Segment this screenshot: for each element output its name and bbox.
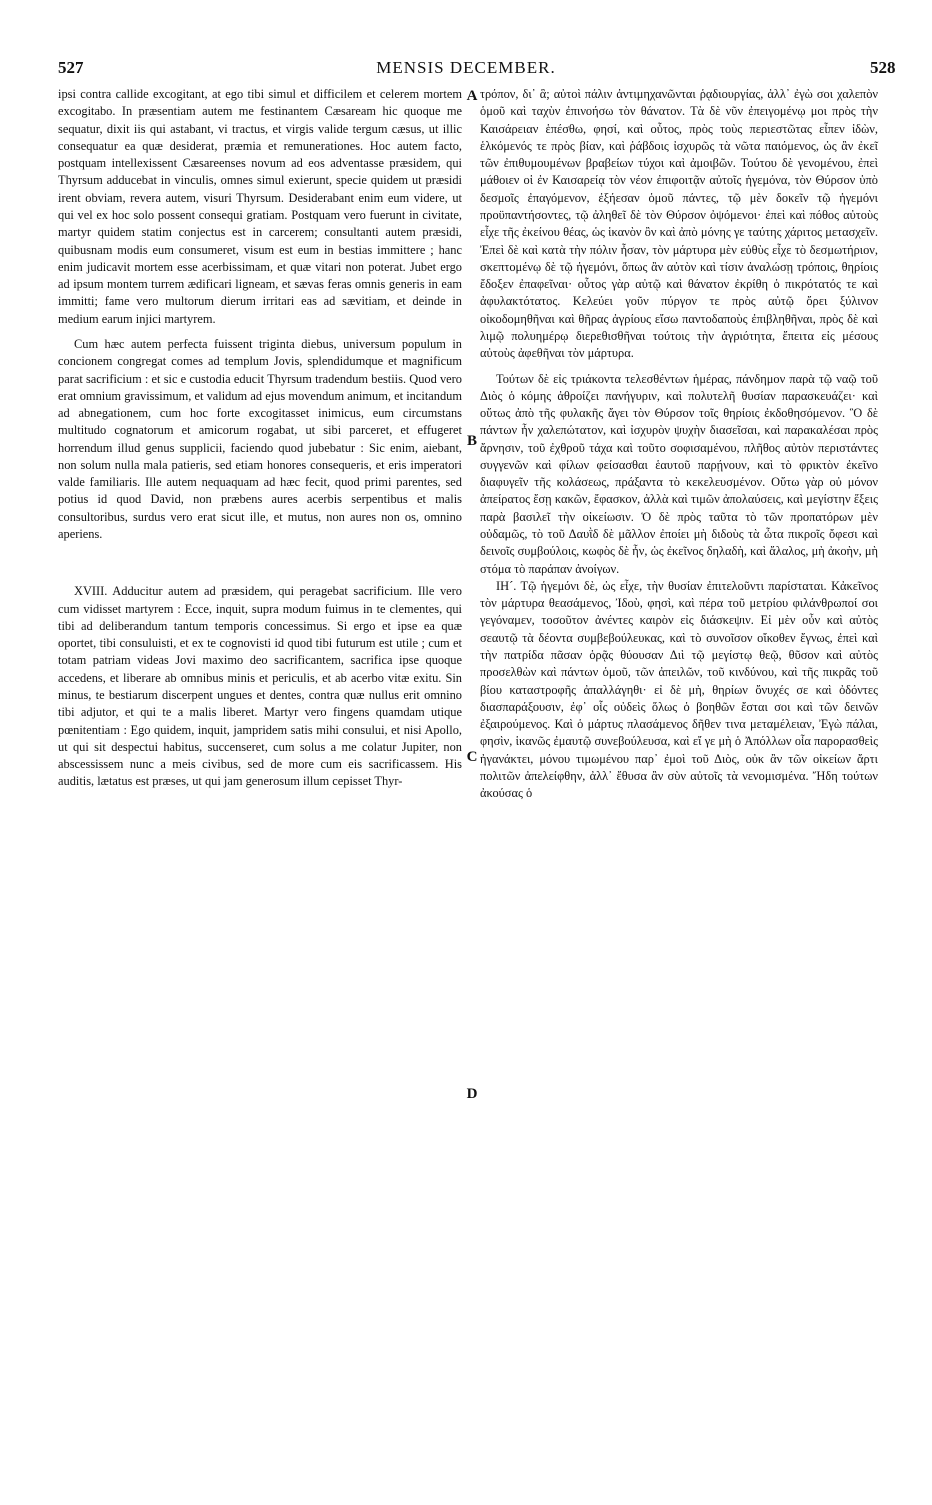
greek-column: [480, 86, 878, 803]
running-head: MENSIS DECEMBER.: [376, 58, 556, 77]
latin-paragraph-2: Cum hæc autem perfecta fuissent triginta diebus, universum populum in concionem congregat comes ad templum Jovis, splendidumque et magnificum parat sacrificium : et sic e custodia educit Thyrsum tradendum bestiis. Quod vero erat omnium gravissimum, et validum ad ejus movendum animum, et incitandum ad abnegationem, cum hoc forte excogitasset inimicus, eum circumstans multitudo cognatorum et amicorum rogabat, ut sibi parceret, et effugeret horrendum illud genus supplicii, faciendo quod jubebatur : Sic enim, aiebant, non solum nulla mala patieris, sed etiam honores consequeris, et eris imperatori valde familiaris. Ille autem nequaquam ad hæc fecit, quod primi parentes, sed potius id quod David, non præbens aures acerbis serpentibus et malis consultoribus, surdus vero erat sicut ille, et mutus, non aures non os, omnino aperiens.: [58, 336, 462, 542]
latin-paragraph-3: XVIII. Adducitur autem ad præsidem, qui peragebat sacrificium. Ille vero cum vidisset martyrem : Ecce, inquit, supra modum fuimus in te clementes, qui tibi ad deliberandum tantum temporis concessimus. Si ergo et ipse ea quæ oportet, tibi consuluisti, et ex te cognovisti id quod tibi futurum est utile ; cum et totam patriam videas Jovi maximo deo sacrificantem, sacrifica ipse quoque accedens, et liberare ab omnibus minis et periculis, et ab acerbo vitæ exitu. Sin minus, te bestiarum discerpent ungues et dentes, contra quæ nullus erit omnino tibi adjutor, et qui te a malis liberet. Martyr vero fingens quamdam utique pœnitentiam : Ego quidem, inquit, jampridem satis mihi consului, et nisi Apollo, ut qui sit despectui habitus, succenseret, cum solus a me colatur Jupiter, non abscessissem nunc a meis civibus, sed de more cum eis sacrificassem. His auditis, lætatus est præses, ut qui jam generosum illum cepisset Thyr-: [58, 584, 462, 789]
greek-paragraph-2: Τούτων δὲ εἰς τριάκοντα τελεσθέντων ἡμέρας, πάνδημον παρὰ τῷ ναῷ τοῦ Διὸς ὁ κόμης ἀθροίζει πανήγυριν, καὶ πολυτελῆ θυσίαν παρασκευάζει· καὶ οὕτως ἀπὸ τῆς φυλακῆς ἄγει τὸν Θύρσον τοῖς θηρίοις ἐκδοθησόμενον. Ὃ δὲ πάντων ἦν χαλεπώτατον, καὶ ἰσχυρὸν ψυχὴν διασεῖσαι, καὶ παρακαλέσαι πρὸς ἄρνησιν, τοῦ ἐχθροῦ τάχα καὶ τοῦτο σοφισαμένου, πλῆθος αὐτὸν περιστάντες συγγενῶν καὶ φίλων φείσασθαι ἑαυτοῦ παρῄνουν, καὶ τὸ φρικτὸν ἐκεῖνο διαφυγεῖν τῆς κολάσεως, πράξαντα τὸ κεκελευσμένον. Οὕτω γὰρ οὐ μόνον ἀπείρατος ἔσῃ κακῶν, ἔφασκον, ἀλλὰ καὶ τιμῶν ἀπολαύσεις, καὶ μεγίστην ἕξεις παρὰ βασιλεῖ τὴν οἰκείωσιν. Ὁ δὲ πρὸς ταῦτα τὸ τῶν προπατόρων μὲν οὐδαμῶς, τὸ τοῦ Δαυῒδ δὲ μᾶλλον ἐποίει μὴ διδοὺς τὰ ὦτα πικροῖς ὄφεσι καὶ δεινοῖς συμβούλοις, κωφὸς δὲ ἦν, ὡς ἐκεῖνος δηλαδὴ, καὶ ἄλαλος, μὴ ἀκοὴν, μὴ στόμα τὸ παράπαν ἀνοίγων.: [480, 371, 878, 576]
latin-column: [58, 86, 462, 791]
page-number-left: 527: [58, 58, 84, 77]
greek-paragraph-1: τρόπον, δι᾽ ἃ; αὐτοὶ πάλιν ἀντιμηχανῶνται ῥᾳδιουργίας, ἀλλ᾽ ἐγὼ σοι χαλεπὸν ὁμοῦ καὶ ταχὺν ἐπινοήσω τὸν θάνατον. Τὰ δὲ νῦν ἐπειγομένῳ μοι πρὸς τὴν Καισάρειαν ἑπέσθω, φησί, καὶ οὗτος, πρὸς τοὺς περιεστῶτας εἶπεν ἰδὼν, ἑλκόμενός τε πρὸς βίαν, καὶ ῥάβδοις ἰσχυρῶς τὰ νῶτα παιόμενος, ὡς ἂν ἐκεῖ τῶν ἐπιθυμουμένων βραβείων τύχοι καὶ ἀμοιβῶν. Τούτου δὲ γενομένου, ἐπεὶ μάθοιεν οἱ ἐν Καισαρείᾳ τὸν νέον ἐπιφοιτᾷν αὐτοῖς ἡγεμόνα, τὸν Θύρσον ὑπὸ δεσμοῖς ἐπαγόμενον, ἐξήεσαν ὁμοῦ πάντες, τῷ μὲν δοκεῖν τῷ ἡγεμόνι προϋπαντήσοντες, τῷ ἀληθεῖ δὲ τὸν Θύρσον ὀψόμενοι· ἐπεὶ καὶ πόθος αὐτοὺς εἶχε τῆς ἐκείνου θέας, ὡς ἱκανὸν ὂν καὶ ἀπὸ μόνης γε ταύτης χάριτος μετασχεῖν. Ἐπεὶ δὲ καὶ κατὰ τὴν πόλιν ἦσαν, τὸν μάρτυρα μὲν εὐθὺς εἶχε τὸ δεσμωτήριον, σκεπτομένῳ δὲ τῷ ἡγεμόνι, ὅπως ἂν αὐτὸν καὶ τίσιν ἀναλώσῃ τρόποις, θηρίοις ἔδοξεν ἐπαφεῖναι· οὗτος γὰρ αὐτῷ καὶ θάνατον ἐκρίθη ὁ πικρότατός τε καὶ ἀφυλακτότατος. Κελεύει γοῦν πύργον τε πρὸς αὐτῷ ὄρει ξύλινον οἰκοδομηθῆναι καὶ θῆρας ἀγρίους εἴσω παντοδαποὺς ἐπιβληθῆναι, πρὸς δὲ καὶ λιμῷ πολυημέρῳ διερεθισθῆναι τούτοις τὴν ἀγριότητα, ἔπειτα εἰς μέσους αὐτοὺς ἀφεθῆναι τὸν μάρτυρα.: [480, 87, 878, 361]
margin-letter-d: D: [466, 1086, 478, 1102]
margin-letter-a: A: [466, 88, 478, 104]
margin-letter-c: C: [466, 749, 478, 765]
page-number-right: 528: [870, 58, 896, 77]
page-header: [0, 58, 932, 82]
latin-paragraph-1: ipsi contra callide excogitant, at ego tibi simul et difficilem et celerem mortem excogitabo. In præsentiam autem me festinantem Cæsaream hic quoque me sequatur, dixit iis qui astabant, vi tractus, et virgis valide tergum cæsus, ut illic consequatur ea quæ desiderat, præmia et remunerationes. Hoc autem facto, postquam intellexissent Cæsareenses novum ad eos adventasse præsidem, qui Thyrsum adducebat in vinculis, omnes simul exierunt, specie quidem ut præsidi irent obviam, revera autem, visuri Thyrsum. Desiderabant enim eum videre, ut qui vel ex hoc solo possent consequi gratiam. Postquam vero fuerunt in civitate, martyr quidem statim conjectus est in carcerem; consultanti autem præsidi, quibusnam modis eum consumeret, visum est eum in bestias immittere ; hanc enim judicavit mortem esse acerbissimam, et quæ vitari non poterat. Jubet ergo ad ipsum montem turrem ædificari ligneam, et sævas feras omnis generis in eam immitti; fame vero multorum dierum irritari eas ad sævitiam, et deinde in medium earum injici martyrem.: [58, 87, 462, 326]
margin-letter-b: B: [466, 433, 477, 449]
greek-paragraph-3: ΙΗ´. Τῷ ἡγεμόνι δὲ, ὡς εἶχε, τὴν θυσίαν ἐπιτελοῦντι παρίσταται. Κἀκεῖνος τὸν μάρτυρα θεασάμενος, Ἰδοὺ, φησὶ, καὶ πέρα τοῦ μετρίου φιλάνθρωποί σοι γεγόναμεν, τοσοῦτον ἀνέντες καιρὸν εἰς διάσκεψιν. Εἰ μὲν οὖν καὶ αὐτὸς σεαυτῷ τὰ δέοντα συμβεβούλευκας, καὶ τὸ συνοῖσον οἴκοθεν ἔγνως, ἐπεὶ καὶ τὴν πατρίδα πᾶσαν ὁρᾷς θύουσαν Διὶ τῷ μεγίστῳ θεῷ, θῦσον καὶ αὐτὸς προσελθὼν καὶ πάντων ὁμοῦ, τῶν ἀπειλῶν, τοῦ κινδύνου, καὶ τῆς πικρᾶς τοῦ βίου καταστροφῆς ἀπαλλάγηθι· εἰ δὲ μὴ, θηρίων ὄνυχές σε καὶ ὀδόντες διασπαράξουσιν, ἐφ᾽ οἷς οὐδεὶς ὅλως ὁ βοηθῶν ἔσται σοι καὶ τῶν δεινῶν ἐξαιρούμενος. Καὶ ὁ μάρτυς πλασάμενος δῆθεν τινα μεταμέλειαν, Ἐγὼ πάλαι, φησὶν, ἱκανῶς ἐμαυτῷ συνεβούλευσα, καὶ εἴ γε μὴ ὁ Ἀπόλλων οἷα παρορασθεὶς ἠγανάκτει, μόνου τιμωμένου παρ᾽ ἐμοὶ τοῦ Διὸς, οὐκ ἂν τῶν οἰκείων ἄρτι πολιτῶν ἀπελείφθην, ἀλλ᾽ ἔθυσα ἂν σὺν αὐτοῖς τὰ νενομισμένα. Ἤδη τούτων ἀκούσας ὁ: [480, 578, 878, 801]
